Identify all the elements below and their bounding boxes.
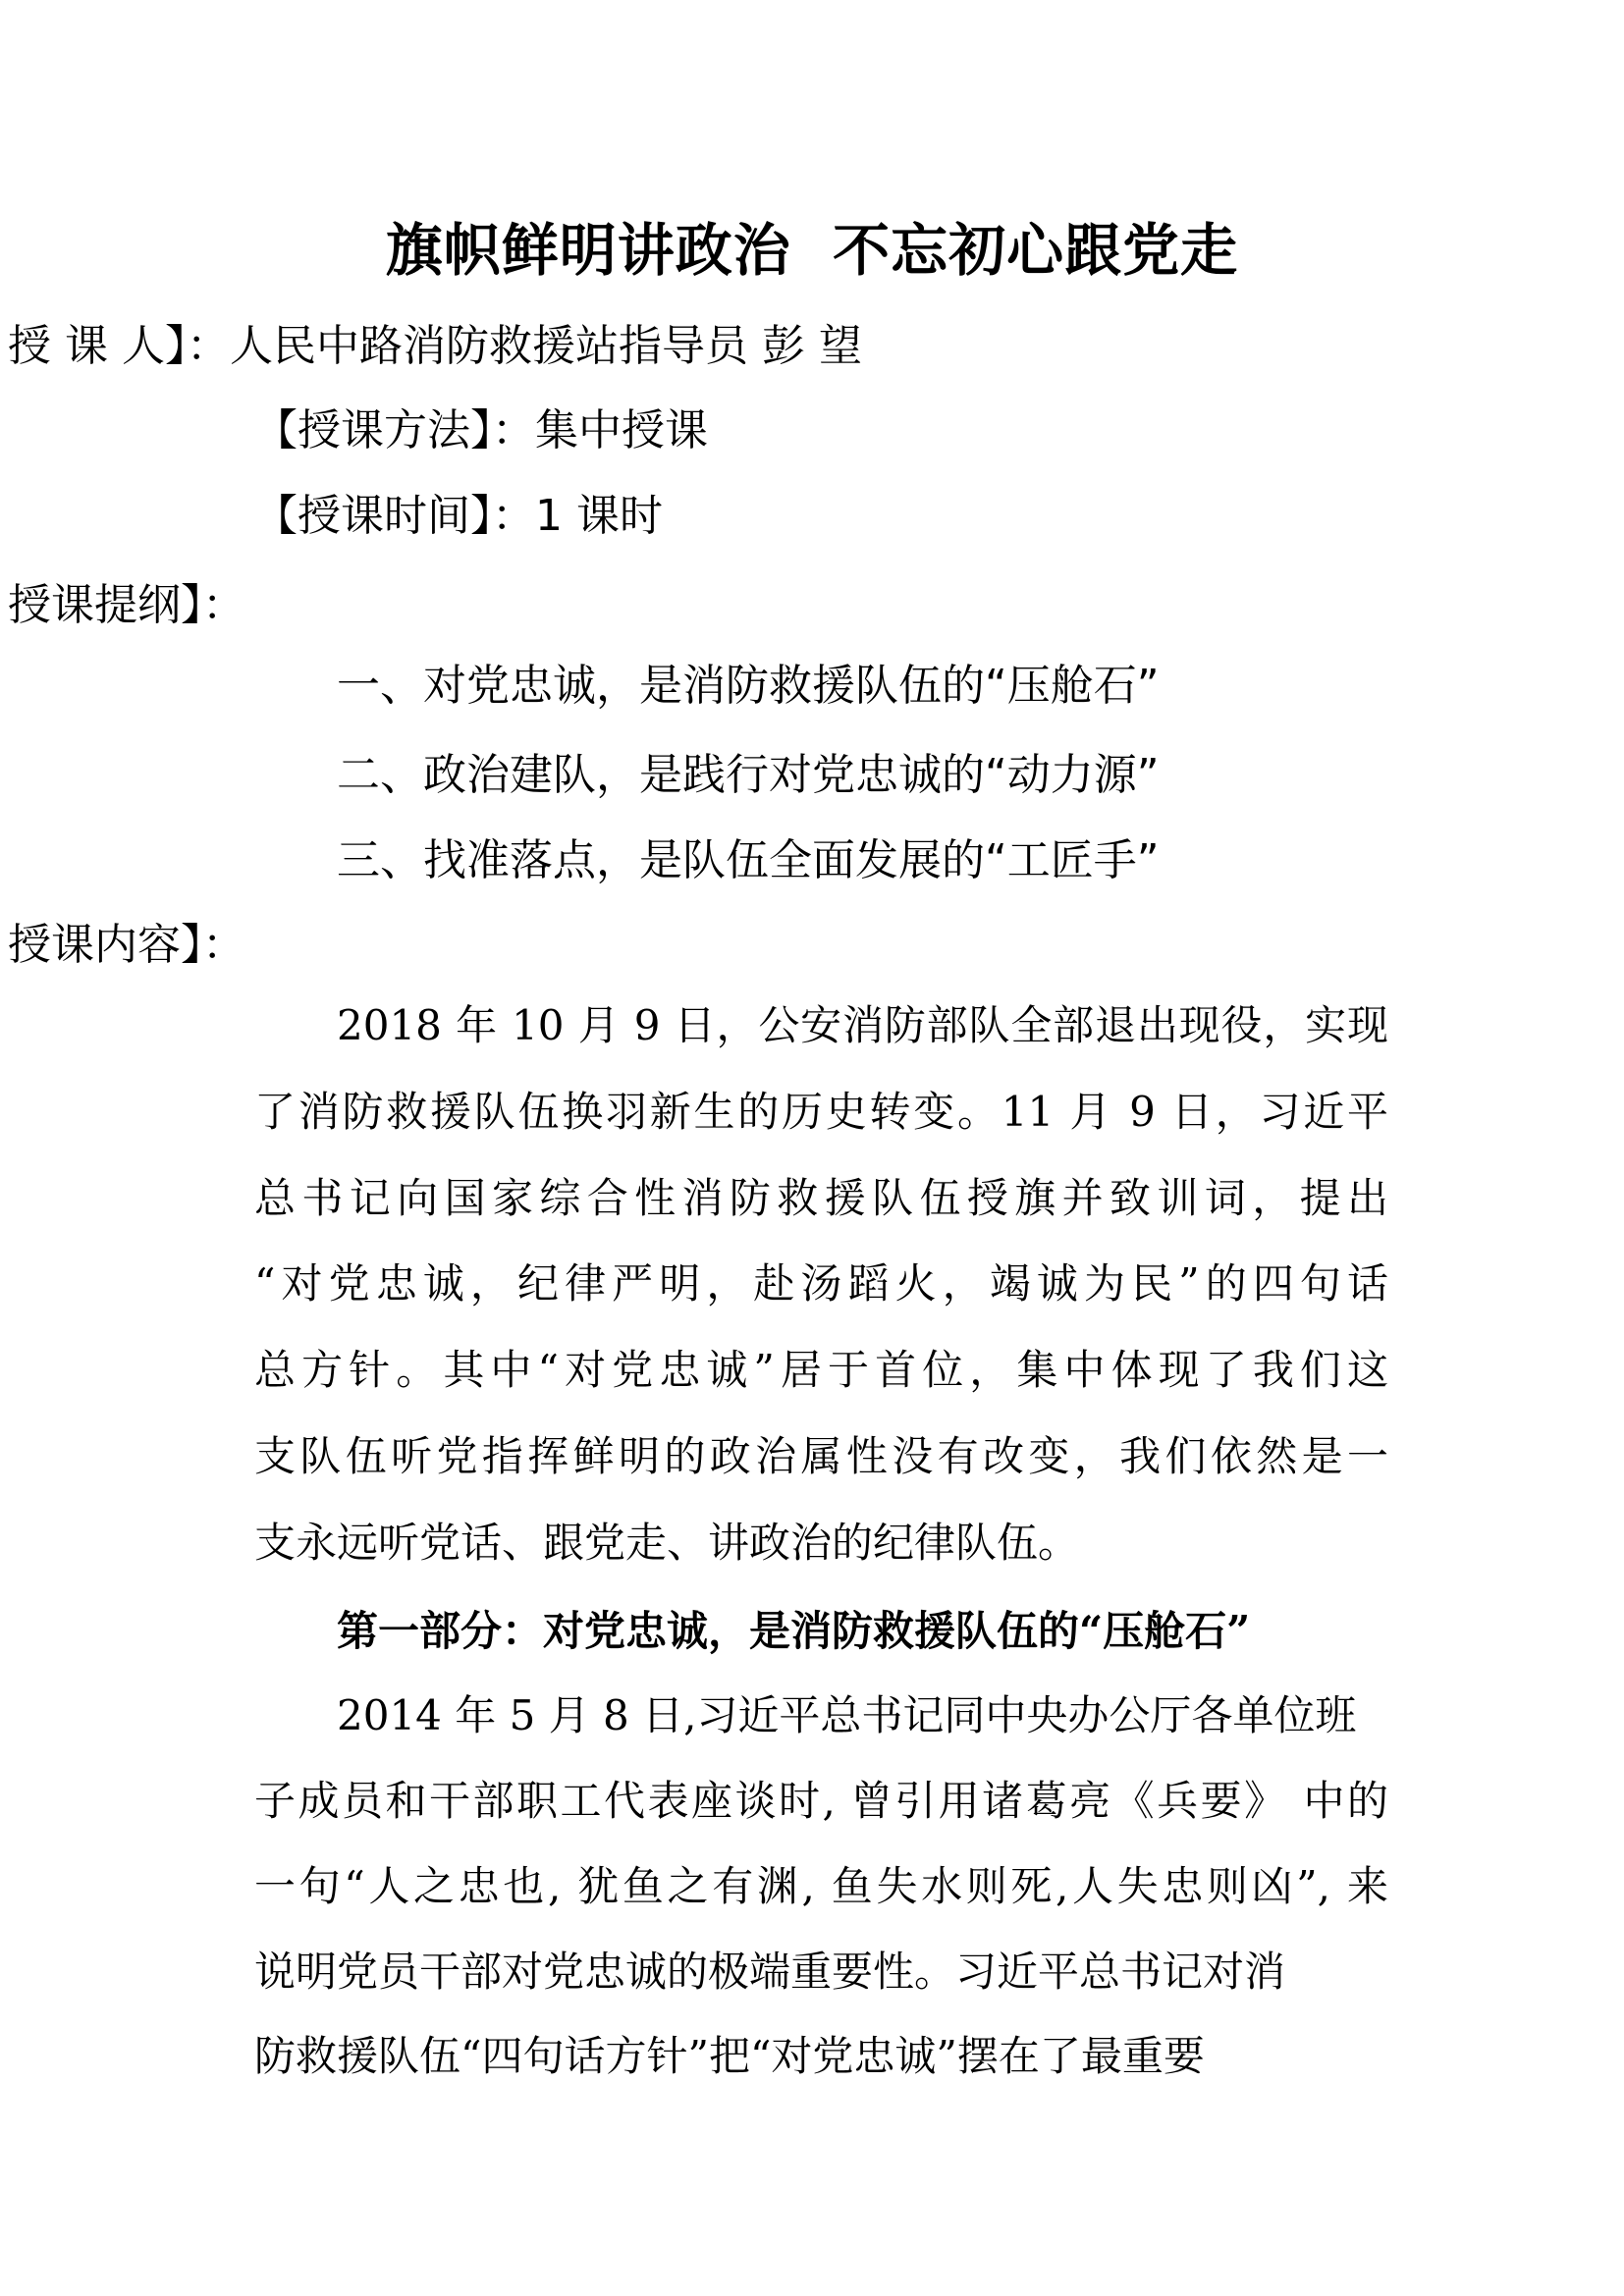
outline-item: 一、对党忠诚，是消防救援队伍的“压舱石” xyxy=(337,661,1160,711)
paragraph-line: 防救援队伍“四句话方针”把“对党忠诚”摆在了最重要 xyxy=(254,2032,1205,2080)
time-line: 【授课时间】：1 课时 xyxy=(254,491,663,541)
paragraph-line: 2014 年 5 月 8 日,习近平总书记同中央办公厅各单位班 xyxy=(337,1691,1357,1739)
paragraph-line: 了消防救援队伍换羽新生的历史转变。11 月 9 日，习近平 xyxy=(254,1088,1388,1136)
paragraph-line: 说明党员干部对党忠诚的极端重要性。习近平总书记对消 xyxy=(254,1948,1286,1996)
outline-item: 二、政治建队，是践行对党忠诚的“动力源” xyxy=(337,750,1160,800)
paragraph-line: 支永远听党话、跟党走、讲政治的纪律队伍。 xyxy=(254,1519,1080,1567)
lecturer-line: 授 课 人】：人民中路消防救援站指导员 彭 望 xyxy=(8,321,862,371)
paragraph-line: 总书记向国家综合性消防救援队伍授旗并致训词，提出 xyxy=(254,1174,1388,1222)
paragraph-line: 一句“人之忠也, 犹鱼之有渊, 鱼失水则死,人失忠则凶”, 来 xyxy=(254,1862,1388,1910)
paragraph-line: 2018 年 10 月 9 日，公安消防部队全部退出现役，实现 xyxy=(337,1001,1388,1049)
paragraph-line: “对党忠诚，纪律严明，赴汤蹈火，竭诚为民”的四句话 xyxy=(254,1259,1388,1308)
content-label: 授课内容】： xyxy=(8,920,245,970)
paragraph-line: 总方针。其中“对党忠诚”居于首位，集中体现了我们这 xyxy=(254,1346,1388,1394)
method-line: 【授课方法】：集中授课 xyxy=(254,405,708,455)
document-title: 旗帜鲜明讲政治 不忘初心跟党走 xyxy=(385,217,1239,284)
outline-item: 三、找准落点，是队伍全面发展的“工匠手” xyxy=(337,835,1160,885)
outline-label: 授课提纲】： xyxy=(8,580,245,630)
section-heading: 第一部分：对党忠诚，是消防救援队伍的“压舱石” xyxy=(337,1607,1251,1655)
paragraph-line: 子成员和干部职工代表座谈时, 曾引用诸葛亮《兵要》 中的 xyxy=(254,1777,1388,1825)
paragraph-line: 支队伍听党指挥鲜明的政治属性没有改变，我们依然是一 xyxy=(254,1432,1388,1480)
